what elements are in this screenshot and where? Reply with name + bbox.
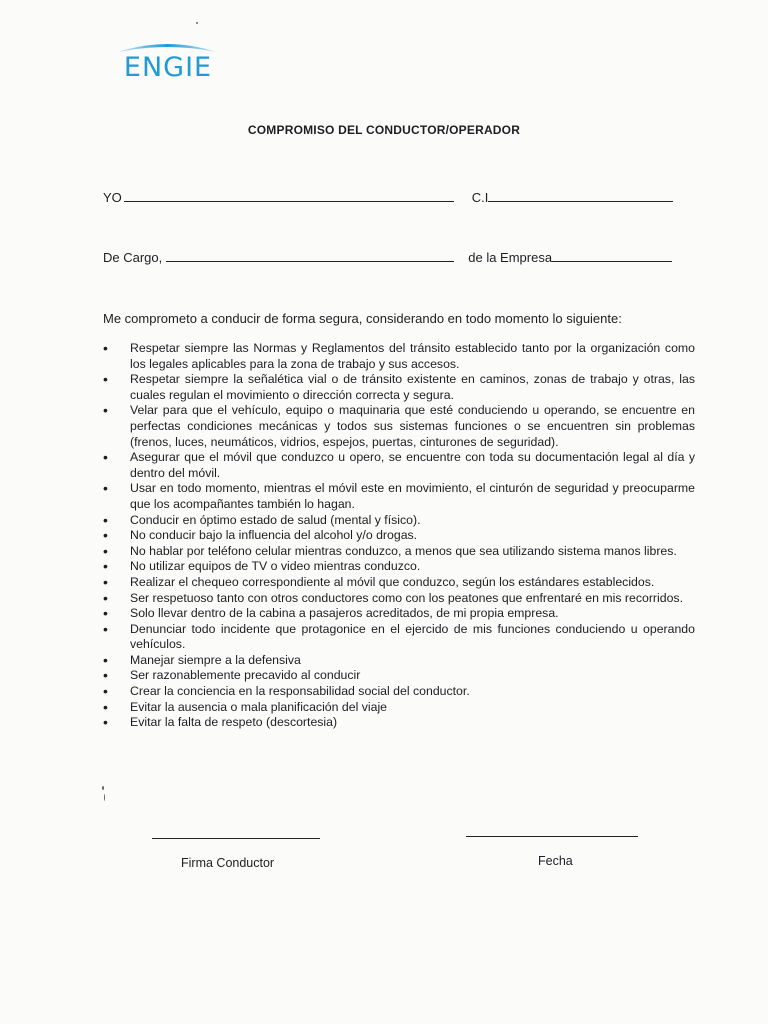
bullet-icon: •: [103, 651, 108, 668]
list-item: • No conducir bajo la influencia del alcohol y/o drogas.: [103, 527, 418, 544]
bullet-icon: •: [103, 340, 108, 356]
list-item: • No utilizar equipos de TV o video mientras conduzco.: [103, 558, 421, 575]
empresa-field-line[interactable]: [552, 260, 672, 262]
logo-text: ENGIE: [123, 52, 213, 83]
scan-mark: [102, 786, 104, 790]
firma-signature-line[interactable]: [152, 838, 320, 839]
cargo-label: De Cargo,: [103, 250, 163, 265]
list-item: • Respetar siempre las Normas y Reglamentos del tránsito establecido tanto por la organización como los legales aplicables para la zona de trabajo y sus accesos.: [103, 340, 695, 371]
list-item: • Solo llevar dentro de la cabina a pasajeros acreditados, de mi propia empresa.: [103, 605, 559, 622]
scan-mark: [104, 794, 105, 801]
list-item: • Evitar la falta de respeto (descortesia): [103, 714, 338, 731]
firma-conductor-label: Firma Conductor: [181, 856, 275, 870]
bullet-icon: •: [103, 402, 108, 419]
cargo-field-line[interactable]: [166, 260, 454, 262]
document-title: COMPROMISO DEL CONDUCTOR/OPERADOR: [247, 123, 521, 137]
bullet-icon: •: [103, 605, 108, 622]
scan-mark: [196, 22, 198, 24]
list-item: • No hablar por teléfono celular mientras conduzco, a menos que sea utilizando sistema manos libres.: [103, 542, 677, 559]
bullet-icon: •: [103, 683, 108, 700]
bullet-icon: •: [103, 714, 108, 731]
ci-field-line[interactable]: [488, 200, 673, 202]
list-item: • Manejar siempre a la defensiva: [103, 651, 301, 668]
commitment-list: [103, 341, 695, 731]
bullet-icon: •: [103, 573, 108, 590]
fecha-signature-line[interactable]: [466, 836, 638, 837]
yo-label: YO: [103, 190, 122, 205]
bullet-icon: •: [103, 449, 108, 466]
bullet-icon: •: [103, 511, 108, 528]
bullet-icon: •: [103, 698, 108, 715]
list-item: • Conducir en óptimo estado de salud (mental y físico).: [103, 511, 421, 528]
bullet-icon: •: [103, 480, 108, 497]
list-item: • Ser razonablemente precavido al conducir: [103, 667, 361, 684]
yo-field-line[interactable]: [124, 200, 454, 202]
list-item: • Usar en todo momento, mientras el móvil este en movimiento, el cinturón de seguridad y preocuparme que los acompañantes también lo hagan.: [103, 480, 695, 511]
list-item: • Respetar siempre la señalética vial o de tránsito existente en caminos, zonas de trabajo y otras, las cuales regulan el movimiento o dirección correcta y segura.: [103, 371, 695, 402]
list-item: • Denunciar todo incidente que protagonice en el ejercido de mis funciones conduciendo u operando vehículos.: [103, 620, 695, 652]
empresa-label: de la Empresa: [468, 250, 553, 265]
bullet-icon: •: [103, 589, 108, 606]
bullet-icon: •: [103, 371, 108, 388]
ci-label: C.I: [471, 190, 489, 205]
intro-text: Me comprometo a conducir de forma segura, considerando en todo momento lo siguiente:: [103, 311, 622, 326]
bullet-icon: •: [103, 667, 108, 684]
list-item: • Crear la conciencia en la responsabilidad social del conductor.: [103, 683, 470, 700]
list-item: • Velar para que el vehículo, equipo o maquinaria que esté conduciendo u operando, se encuentre en perfectas condiciones mecánicas y todos sus sistemas funciones o se encuentren sin problemas (frenos, luces, neumáticos, vidrios, espejos, puertas, cinturones de seguridad).: [103, 402, 695, 449]
list-item: • Asegurar que el móvil que conduzco u opero, se encuentre con toda su documentación legal al día y dentro del móvil.: [103, 449, 695, 480]
list-item: • Ser respetuoso tanto con otros conductores como con los peatones que enfrentaré en mis recorridos.: [103, 589, 683, 606]
bullet-icon: •: [103, 542, 108, 559]
yo-ci-row: [103, 190, 673, 205]
fecha-label: Fecha: [538, 854, 573, 868]
list-item: • Realizar el chequeo correspondiente al móvil que conduzco, según los estándares establecidos.: [103, 573, 655, 590]
bullet-icon: •: [103, 558, 108, 575]
bullet-icon: •: [103, 620, 108, 637]
engie-logo: [108, 38, 228, 88]
bullet-icon: •: [103, 527, 108, 544]
cargo-empresa-row: [103, 250, 672, 265]
list-item: • Evitar la ausencia o mala planificación del viaje: [103, 698, 388, 715]
